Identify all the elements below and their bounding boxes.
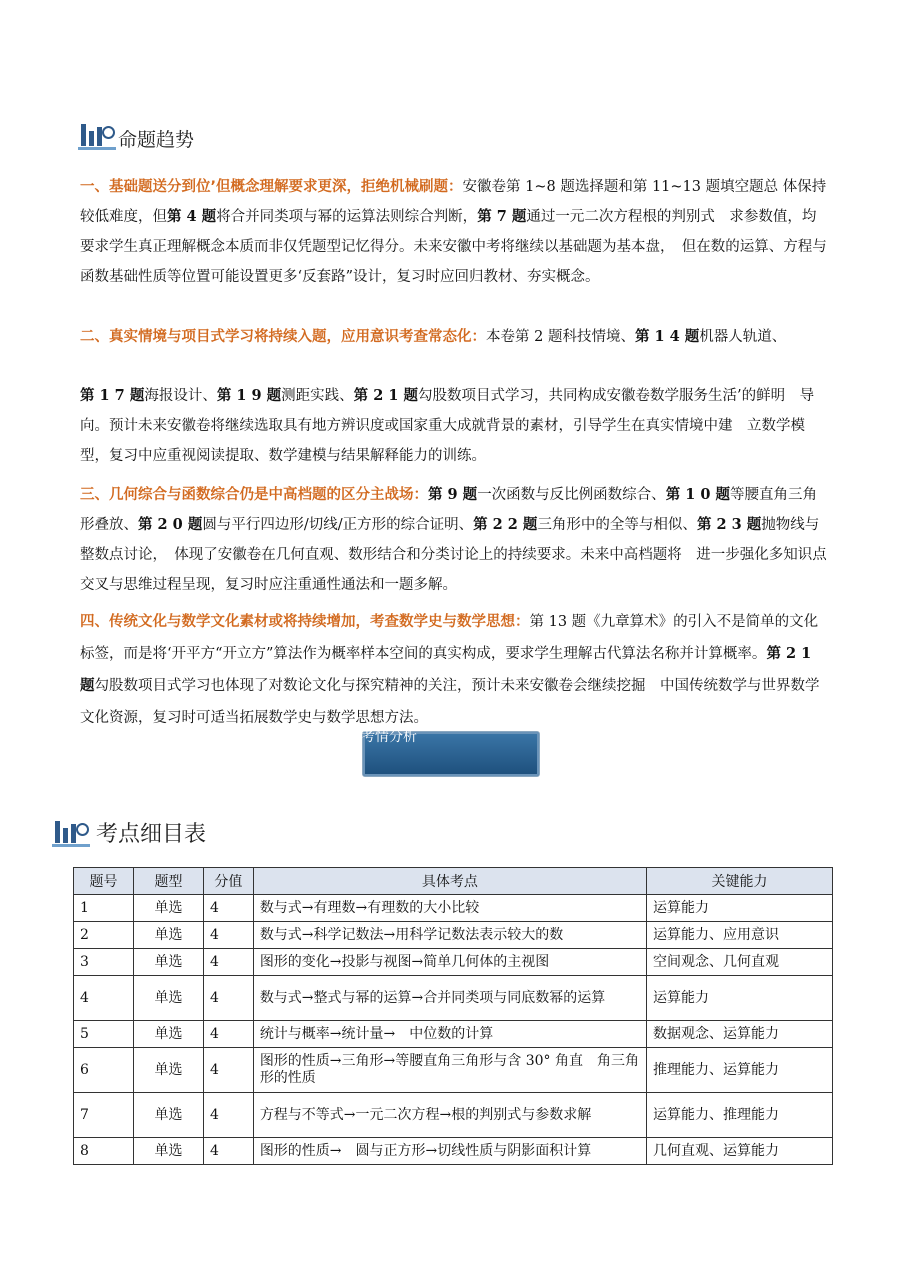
trend-paragraph-4 (80, 606, 830, 734)
paragraph-text: 圆与平行四边形/切线/正方形的综合证明、 (202, 517, 474, 533)
trend-paragraph-2 (80, 326, 830, 348)
table-row (74, 895, 833, 922)
cell-ability: 运算能力 (647, 976, 833, 1021)
cell-score: 4 (204, 895, 254, 922)
question-ref: 第 4 题 (167, 208, 217, 225)
cell-ability: 运算能力、推理能力 (647, 1093, 833, 1138)
trend-paragraph-2-cont (80, 381, 830, 471)
table-title: 考点细目表 (96, 822, 207, 847)
chart-magnifier-icon (52, 815, 92, 847)
cell-ability: 空间观念、几何直观 (647, 949, 833, 976)
cell-point: 统计与概率→统计量→ 中位数的计算 (253, 1021, 646, 1048)
question-ref: 第 2 1 题 (80, 645, 812, 694)
question-ref: 第 7 题 (477, 208, 527, 225)
cell-type: 单选 (133, 922, 203, 949)
paragraph-lead: 三、几何综合与函数综合仍是中高档题的区分主战场： (80, 487, 428, 503)
cell-point: 图形的变化→投影与视图→简单几何体的主视图 (253, 949, 646, 976)
chart-magnifier-icon (78, 118, 118, 150)
cell-type: 单选 (133, 1093, 203, 1138)
header-cell: 关键能力 (647, 868, 833, 895)
exam-analysis-badge (362, 731, 540, 777)
badge-label: 考情分析 (361, 729, 417, 745)
paragraph-text: 抛物线与整数点讨论， 体现了安徽卷在几何直观、数形结合和分类讨论上的持续要求。未来中高档题将 进一步强化多知识点交叉与思维过程呈现，复习时应注重通性通法和一题多解。 (80, 517, 827, 593)
cell-point: 数与式→整式与幂的运算→合并同类项与同底数幂的运算 (253, 976, 646, 1021)
cell-score: 4 (204, 1093, 254, 1138)
cell-number: 4 (74, 976, 134, 1021)
cell-type: 单选 (133, 976, 203, 1021)
cell-ability: 运算能力、应用意识 (647, 922, 833, 949)
paragraph-text: 第 13 题《九章算术》的引入不是简单的文化标签，而是将‘开平方“开立方”算法作为概率样本空间的真实构成，要求学生理解古代算法名称并计算概率。 (80, 614, 819, 662)
paragraph-text: 机器人轨道、 (699, 329, 787, 345)
cell-number: 7 (74, 1093, 134, 1138)
table-row (74, 922, 833, 949)
header-cell: 题型 (133, 868, 203, 895)
table-row (74, 949, 833, 976)
trend-paragraph-3 (80, 480, 830, 600)
paragraph-text: 一次函数与反比例函数综合、 (477, 487, 666, 503)
cell-ability: 几何直观、运算能力 (647, 1138, 833, 1165)
question-ref: 第 2 3 题 (696, 516, 762, 533)
cell-point: 图形的性质→三角形→等腰直角三角形与含 30° 角直 角三角形的性质 (253, 1048, 646, 1093)
cell-score: 4 (204, 1048, 254, 1093)
cell-score: 4 (204, 922, 254, 949)
paragraph-text: 通过一元二次方程根的判别式 求参数值，均要求学生真正理解概念本质而非仅凭题型记忆得分。未来安徽中考将继续以基础题为基本盘， 但在数的运算、方程与函数基础性质等位置可能设置更多‘反套路”设计，复习时应回归教材、夯实概念。 (80, 209, 827, 285)
cell-point: 方程与不等式→一元二次方程→根的判别式与参数求解 (253, 1093, 646, 1138)
cell-ability: 推理能力、运算能力 (647, 1048, 833, 1093)
question-ref: 第 2 0 题 (138, 516, 203, 533)
cell-number: 3 (74, 949, 134, 976)
header-cell: 具体考点 (253, 868, 646, 895)
trend-title: 命题趋势 (118, 129, 195, 151)
table-header-row (74, 868, 833, 895)
paragraph-text: 本卷第 2 题科技情境、 (486, 329, 635, 345)
paragraph-text: 等腰直角三角形叠放、 (80, 487, 818, 533)
cell-type: 单选 (133, 949, 203, 976)
cell-point: 数与式→有理数→有理数的大小比较 (253, 895, 646, 922)
cell-type: 单选 (133, 1021, 203, 1048)
question-ref: 第 2 2 题 (473, 516, 538, 533)
cell-type: 单选 (133, 1138, 203, 1165)
question-ref: 第 1 0 题 (665, 486, 731, 503)
cell-score: 4 (204, 1021, 254, 1048)
table-row (74, 1021, 833, 1048)
cell-point: 数与式→科学记数法→用科学记数法表示较大的数 (253, 922, 646, 949)
question-ref: 第 1 7 题 (80, 387, 145, 404)
cell-ability: 运算能力 (647, 895, 833, 922)
paragraph-lead: 一、基础题送分到位’但概念理解要求更深，拒绝机械刷题： (80, 179, 463, 195)
cell-score: 4 (204, 1138, 254, 1165)
exam-points-table (73, 867, 833, 1165)
cell-number: 1 (74, 895, 134, 922)
cell-score: 4 (204, 949, 254, 976)
paragraph-lead: 二、真实情境与项目式学习将持续入题，应用意识考查常态化： (80, 329, 486, 345)
table-row (74, 1093, 833, 1138)
cell-number: 2 (74, 922, 134, 949)
question-ref: 第 1 9 题 (216, 387, 282, 404)
cell-number: 6 (74, 1048, 134, 1093)
paragraph-text: 测距实践、 (281, 388, 354, 404)
question-ref: 第 1 4 题 (634, 328, 700, 345)
cell-score: 4 (204, 976, 254, 1021)
cell-point: 图形的性质→ 圆与正方形→切线性质与阴影面积计算 (253, 1138, 646, 1165)
trend-paragraph-1 (80, 172, 830, 292)
paragraph-lead: 四、传统文化与数学文化素材或将持续增加，考查数学史与数学思想： (80, 614, 530, 630)
trend-header (78, 118, 194, 150)
paragraph-text: 海报设计、 (144, 388, 217, 404)
question-ref: 第 2 1 题 (353, 387, 418, 404)
header-cell: 题号 (74, 868, 134, 895)
table-header (52, 815, 206, 847)
cell-number: 8 (74, 1138, 134, 1165)
cell-number: 5 (74, 1021, 134, 1048)
paragraph-text: 勾股数项目式学习，共同构成安徽卷数学服务生活’的鲜明 导向。预计未来安徽卷将继续选取具有地方辨识度或国家重大成就背景的素材，引导学生在真实情境中建 立数学模型，复习中应重视阅读提取、数学建模与结果解释能力的训练。 (80, 388, 815, 464)
cell-type: 单选 (133, 895, 203, 922)
paragraph-text: 勾股数项目式学习也体现了对数论文化与探究精神的关注，预计未来安徽卷会继续挖掘 中国传统数学与世界数学文化资源，复习时可适当拓展数学史与数学思想方法。 (80, 678, 820, 726)
cell-ability: 数据观念、运算能力 (647, 1021, 833, 1048)
question-ref: 第 9 题 (428, 486, 478, 503)
table-row (74, 1048, 833, 1093)
table-row (74, 1138, 833, 1165)
header-cell: 分值 (204, 868, 254, 895)
table-row (74, 976, 833, 1021)
paragraph-text: 将合并同类项与幂的运算法则综合判断， (216, 209, 478, 225)
paragraph-text: 三角形中的全等与相似、 (537, 517, 697, 533)
cell-type: 单选 (133, 1048, 203, 1093)
paragraph-text: 安徽卷第 1~8 题选择题和第 11~13 题填空题总 体保持较低难度，但 (80, 179, 827, 225)
